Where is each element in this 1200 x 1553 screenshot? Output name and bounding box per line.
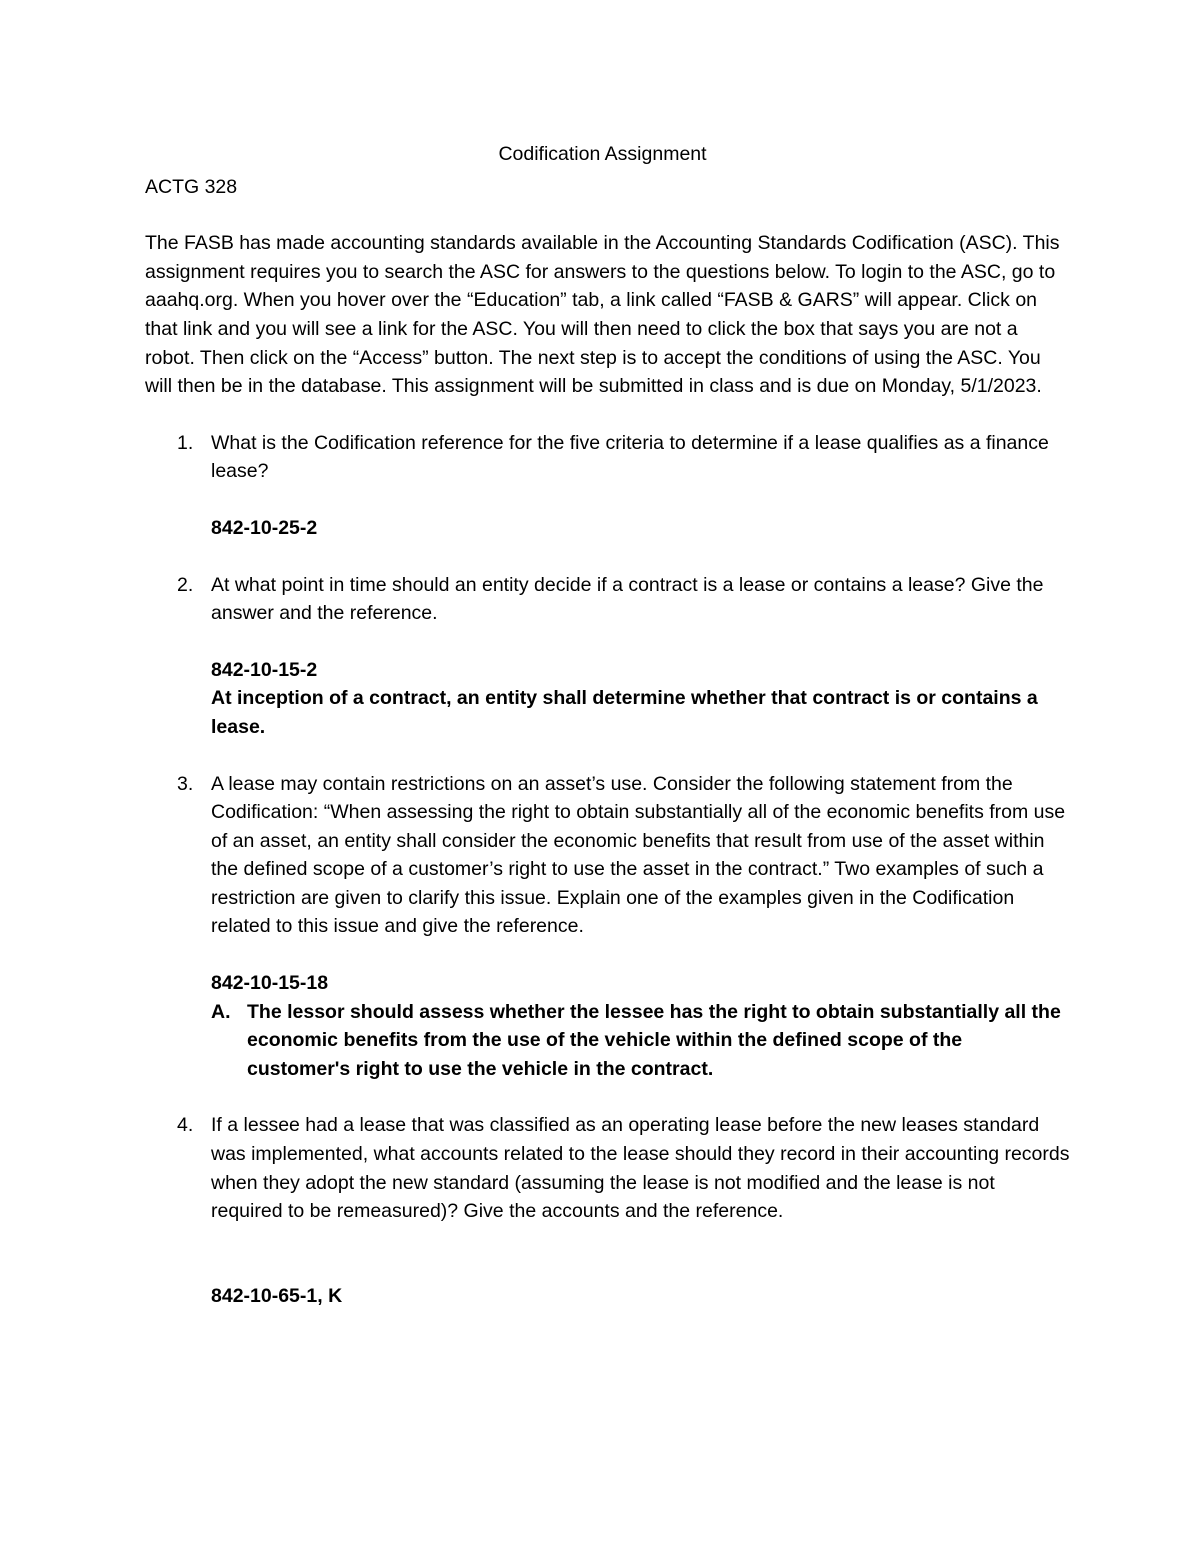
page-title: Codification Assignment [498,143,707,165]
question-number: 4. [177,1114,194,1137]
answer-reference: 842-10-65-1, K [211,1284,343,1307]
question-4 [145,1111,1070,1225]
question-text: If a lessee had a lease that was classified as an operating lease before the new leases standard was implemented, what accounts related to the lease should they record in their accounting records when they adopt the new standard (assuming the lease is not modified and the lease is not required to be remeasured)? Give the accounts and the reference. [211,1114,1070,1223]
question-text: What is the Codification reference for the five criteria to determine if a lease qualifies as a finance lease? [211,431,1049,483]
answer-item-label: A. [211,1000,231,1023]
answer-reference: 842-10-15-18 [211,972,329,995]
question-number: 3. [177,772,194,795]
answer-item [145,998,1070,1084]
intro-paragraph: The FASB has made accounting standards available in the Accounting Standards Codification (ASC). This assignment requires you to search the ASC for answers to the questions below. To login to the ASC, go to aaahq.org. When you hover over the “Education” tab, a link called “FASB & GARS” will appear. Click on that link and you will see a link for the ASC. You will then need to click the box that says you are not a robot. Then click on the “Access” button. The next step is to accept the conditions of using the ASC. You will then be in the database. This assignment will be submitted in class and is due on Monday, 5/1/2023. [145,232,1060,398]
answer-text: The lessor should assess whether the lessee has the right to obtain substantially all the economic benefits from the use of the vehicle within the defined scope of the customer's right to use the vehicle in the contract. [247,1000,1061,1080]
question-3 [145,770,1070,942]
answer-text: At inception of a contract, an entity shall determine whether that contract is or contains a lease. [211,687,1038,738]
answer-reference: 842-10-25-2 [211,516,318,539]
question-2 [145,571,1070,628]
question-number: 2. [177,573,194,596]
question-text: At what point in time should an entity decide if a contract is a lease or contains a lease? Give the answer and the reference. [211,573,1044,625]
question-number: 1. [177,431,194,454]
course-code: ACTG 328 [145,175,238,198]
question-text: A lease may contain restrictions on an asset’s use. Consider the following statement from the Codification: “When assessing the right to obtain substantially all of the economic benefits from use of an asset, an entity shall consider the economic benefits that result from use of the asset within the defined scope of a customer’s right to use the asset in the contract.” Two examples of such a restriction are given to clarify this issue. Explain one of the examples given in the Codification related to this issue and give the reference. [211,772,1066,938]
answer-reference: 842-10-15-2 [211,658,318,681]
question-1 [145,429,1070,486]
document-body [145,140,1070,1310]
